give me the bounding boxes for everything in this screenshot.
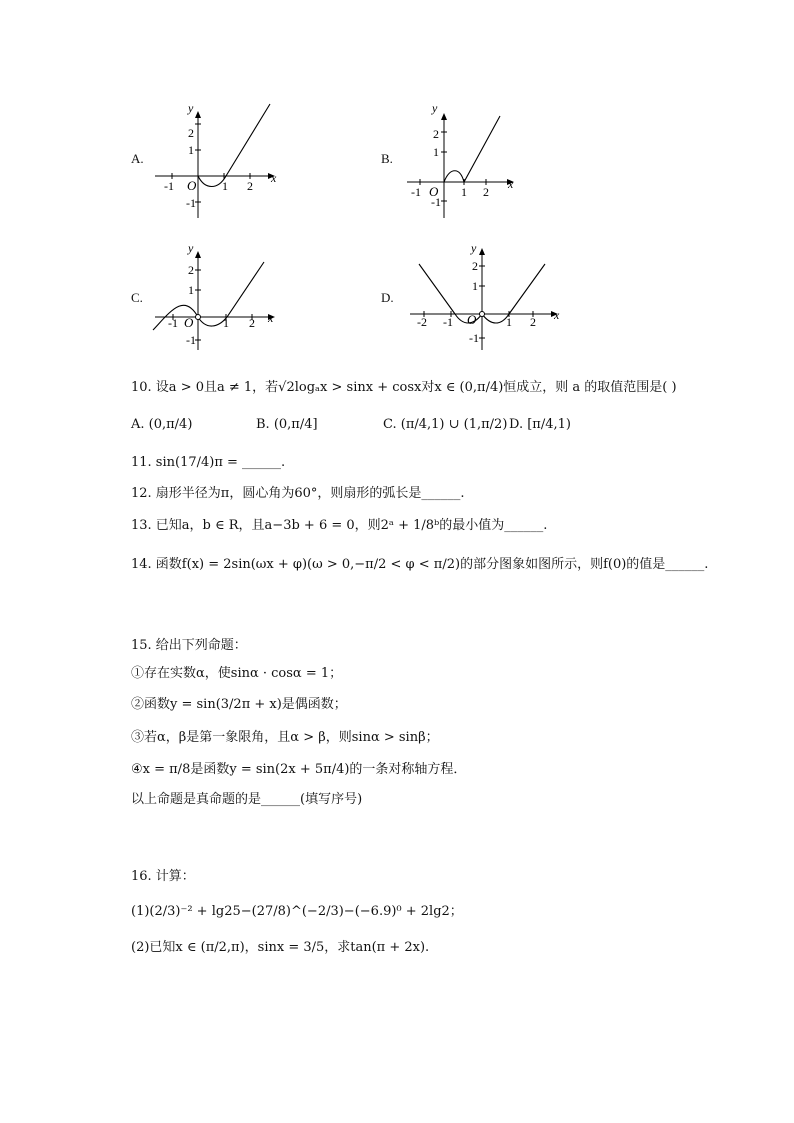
- svg-text:-1: -1: [186, 333, 196, 347]
- open-point: [480, 312, 485, 317]
- origin-label: O: [467, 312, 477, 327]
- svg-text:-1: -1: [186, 196, 196, 210]
- svg-text:1: 1: [222, 179, 228, 193]
- q10-option-a: A. (0,π/4): [131, 417, 193, 432]
- svg-text:1: 1: [506, 315, 512, 329]
- question-15-title: 15. 给出下列命题：: [131, 638, 247, 653]
- origin-label: O: [187, 178, 197, 193]
- question-11-text: 11. sin(17/4)π = ______.: [131, 455, 286, 470]
- q10-option-b: B. (0,π/4]: [256, 417, 318, 432]
- graph-c-label: C.: [131, 290, 143, 305]
- graph-a: [150, 100, 285, 222]
- q16-item-2: (2)已知x ∈ (π/2,π)，sinx = 3/5，求tan(π + 2x).: [131, 940, 430, 955]
- x-label: x: [271, 171, 277, 185]
- q10-option-c: C. (π/4,1) ∪ (1,π/2): [383, 417, 508, 432]
- svg-text:2: 2: [188, 263, 194, 277]
- svg-text:2: 2: [483, 185, 489, 199]
- svg-text:1: 1: [188, 143, 194, 157]
- origin-label: O: [429, 184, 439, 199]
- curve-a: [198, 104, 270, 187]
- graph-a-label: A.: [131, 151, 144, 166]
- svg-text:1: 1: [472, 279, 478, 293]
- q15-item-4: ④x = π/8是函数y = sin(2x + 5π/4)的一条对称轴方程．: [131, 762, 467, 777]
- graph-d: [405, 240, 565, 355]
- graph-d-label: D.: [381, 290, 394, 305]
- svg-text:-2: -2: [417, 315, 427, 329]
- question-16-title: 16. 计算：: [131, 869, 195, 884]
- question-14-text: 14. 函数f(x) = 2sin(ωx + φ)(ω > 0,−π/2 < φ < π/2)的部分图象如图所示，则f(0)的值是______.: [131, 557, 709, 572]
- y-arrow: [479, 248, 485, 255]
- svg-text:1: 1: [433, 145, 439, 159]
- svg-text:-1: -1: [168, 316, 178, 330]
- svg-text:2: 2: [433, 127, 439, 141]
- svg-text:-1: -1: [443, 315, 453, 329]
- svg-text:-1: -1: [411, 185, 421, 199]
- q10-option-d: D. [π/4,1): [509, 417, 571, 432]
- svg-text:2: 2: [247, 179, 253, 193]
- origin-label: O: [184, 315, 194, 330]
- svg-text:1: 1: [461, 185, 467, 199]
- question-13-text: 13. 已知a，b ∈ R，且a−3b + 6 = 0，则2ᵃ + 1/8ᵇ的最小值为______.: [131, 518, 548, 533]
- svg-text:1: 1: [188, 283, 194, 297]
- question-12-text: 12. 扇形半径为π，圆心角为60°，则扇形的弧长是______.: [131, 486, 465, 501]
- graph-c: [150, 240, 285, 355]
- q15-item-3: ③若α，β是第一象限角，且α > β，则sinα > sinβ；: [131, 730, 439, 745]
- q15-item-2: ②函数y = sin(3/2π + x)是偶函数；: [131, 697, 347, 712]
- svg-text:2: 2: [530, 315, 536, 329]
- svg-text:2: 2: [472, 259, 478, 273]
- graph-b: [402, 100, 522, 222]
- y-label: y: [188, 101, 194, 115]
- y-arrow: [195, 111, 201, 118]
- question-10-text: 10. 设a > 0且a ≠ 1，若√2logₐx > sinx + cosx对x ∈ (0,π/4)恒成立，则 a 的取值范围是( ): [131, 380, 677, 395]
- svg-text:-1: -1: [164, 179, 174, 193]
- q16-item-1: (1)(2/3)⁻² + lg25−(27/8)^(−2/3)−(−6.9)⁰ + 2lg2；: [131, 904, 463, 919]
- x-label: x: [554, 308, 560, 322]
- svg-text:-1: -1: [431, 195, 441, 209]
- svg-text:2: 2: [249, 316, 255, 330]
- svg-text:-1: -1: [469, 331, 479, 345]
- x-label: x: [268, 311, 274, 325]
- svg-text:2: 2: [188, 126, 194, 140]
- q15-item-1: ①存在实数α，使sinα · cosα = 1；: [131, 666, 343, 681]
- x-label: x: [508, 177, 514, 191]
- curve-b: [444, 116, 500, 182]
- open-point: [196, 315, 201, 320]
- y-label: y: [471, 241, 477, 255]
- svg-text:1: 1: [223, 316, 229, 330]
- y-arrow: [195, 251, 201, 258]
- y-arrow: [441, 113, 447, 120]
- graph-b-label: B.: [381, 151, 393, 166]
- y-label: y: [432, 101, 438, 115]
- q15-footer: 以上命题是真命题的是______(填写序号): [131, 792, 363, 807]
- y-label: y: [188, 241, 194, 255]
